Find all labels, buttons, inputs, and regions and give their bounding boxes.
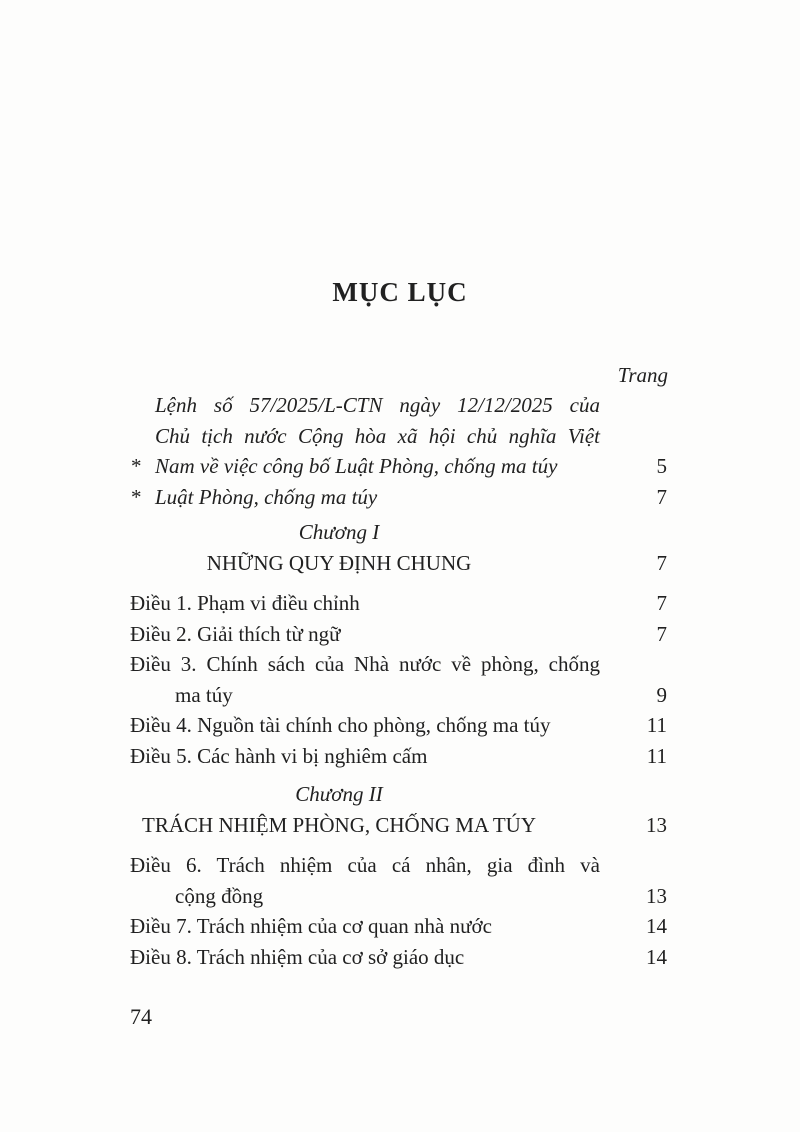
toc-entry-line: Điều 8. Trách nhiệm của cơ sở giáo dục <box>130 944 465 969</box>
chapter-1-article-list <box>130 588 667 771</box>
toc-entry-line: Điều 5. Các hành vi bị nghiêm cấm <box>130 743 428 768</box>
entry-marker: * <box>130 454 141 478</box>
toc-entry-line: Điều 4. Nguồn tài chính cho phòng, chống ma túy <box>130 713 551 737</box>
toc-entry-line: Điều 1. Phạm vi điều chỉnh <box>130 591 360 615</box>
entry-page-number: 14 <box>646 914 667 938</box>
entry-page-number: 7 <box>656 484 667 509</box>
toc-entry-dieu-1 <box>130 588 667 619</box>
front-matter-list <box>130 390 667 512</box>
toc-entry-line: ma túy <box>175 682 233 707</box>
toc-entry-dieu-6 <box>130 850 667 911</box>
toc-entry-dieu-4 <box>130 710 667 741</box>
toc-entry-line: Điều 7. Trách nhiệm của cơ quan nhà nước <box>130 914 492 938</box>
chapter-1-page-number: 7 <box>656 551 667 575</box>
toc-entry-line: Luật Phòng, chống ma túy <box>155 484 378 509</box>
folio-page-number: 74 <box>130 1004 152 1029</box>
chapter-2-heading <box>130 779 667 841</box>
chapter-1-title: NHỮNG QUY ĐỊNH CHUNG <box>206 551 472 575</box>
toc-entry-lenh <box>130 390 667 482</box>
toc-entry-line: Lệnh số 57/2025/L-CTN ngày 12/12/2025 của <box>155 393 600 417</box>
entry-page-number: 7 <box>656 621 667 646</box>
chapter-2-page-number: 13 <box>646 813 667 837</box>
column-header-trang: Trang <box>617 363 668 387</box>
entry-page-number: 11 <box>646 743 667 768</box>
entry-page-number: 14 <box>646 944 667 969</box>
chapter-1-heading <box>130 517 667 579</box>
entry-page-number: 7 <box>656 591 667 615</box>
toc-entry-line: cộng đồng <box>175 883 264 908</box>
toc-entry-dieu-8 <box>130 942 667 973</box>
toc-entry-dieu-2 <box>130 619 667 650</box>
chapter-2-title: TRÁCH NHIỆM PHÒNG, CHỐNG MA TÚY <box>142 813 536 837</box>
toc-entry-line: Điều 6. Trách nhiệm của cá nhân, gia đình và <box>130 853 600 877</box>
entry-page-number: 9 <box>656 682 667 707</box>
chapter-2-article-list <box>130 850 667 972</box>
toc-entry-line: Điều 2. Giải thích từ ngữ <box>130 621 341 646</box>
toc-entry-line: Chủ tịch nước Cộng hòa xã hội chủ nghĩa Việt <box>155 423 600 448</box>
toc-entry-luat <box>130 482 667 513</box>
chapter-2-label: Chương II <box>295 782 383 806</box>
toc-entry-dieu-3 <box>130 649 667 710</box>
toc-entry-dieu-7 <box>130 911 667 942</box>
toc-entry-dieu-5 <box>130 741 667 772</box>
toc-entry-line: Điều 3. Chính sách của Nhà nước về phòng, chống <box>130 652 600 676</box>
chapter-1-label: Chương I <box>298 520 380 544</box>
toc-entry-line: Nam về việc công bố Luật Phòng, chống ma túy <box>155 454 558 478</box>
entry-page-number: 13 <box>646 883 667 908</box>
page-title: MỤC LỤC <box>332 277 468 307</box>
entry-page-number: 5 <box>656 454 667 478</box>
entry-page-number: 11 <box>646 713 667 737</box>
entry-marker: * <box>130 484 141 509</box>
